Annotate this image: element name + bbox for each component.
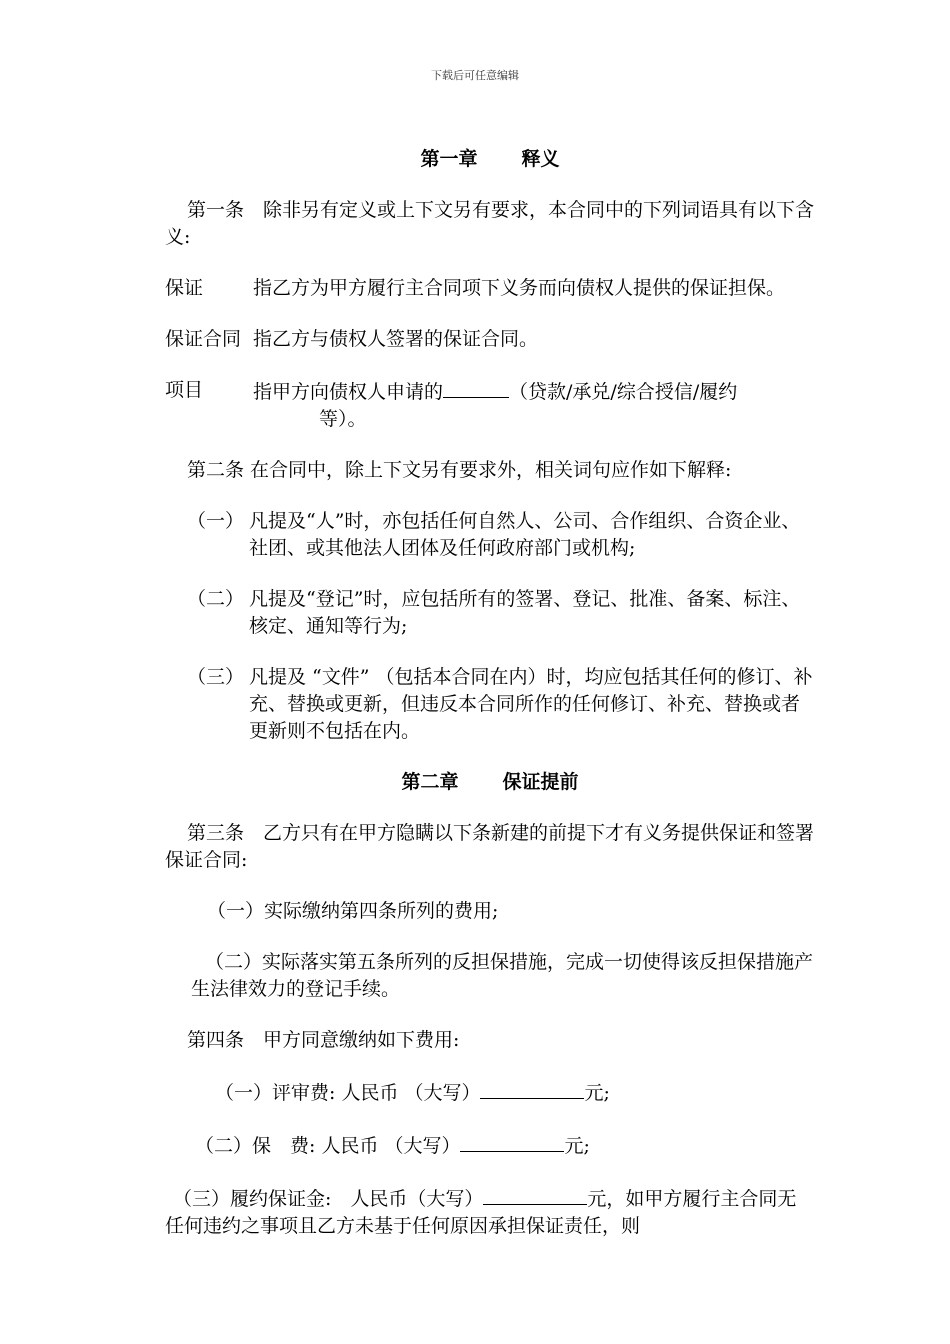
fill-blank [480,1078,584,1099]
page-header: 下载后可任意编辑 [431,69,519,82]
fee-premium: （二）保 费: 人民币 （大写） 元; [165,1131,815,1160]
article-1: 第一条 除非另有定义或上下文另有要求，本合同中的下列词语具有以下含义: [165,199,815,248]
definition-body: 指甲方向债权人申请的 （贷款/承兑/综合授信/履约 等）。 [253,377,815,433]
chapter-number: 第一章 [420,148,478,170]
fee-review: （一）评审费: 人民币 （大写） 元; [165,1078,815,1107]
definition-body: 指乙方与债权人签署的保证合同。 [253,328,539,350]
article-2-item-1: （一） 凡提及“人”时，亦包括任何自然人、公司、合作组织、合资企业、社团、或其他法人团体及任何政府部门或机构; [187,510,801,559]
definition-project [165,377,815,433]
chapter-title: 保证提前 [502,771,579,793]
chapter-1-heading [165,146,815,173]
chapter-title: 释义 [521,148,560,170]
definition-term: 保证合同 [165,328,242,350]
article-2-item-3: （三） 凡提及 “文件” （包括本合同在内）时，均应包括其任何的修订、补充、替换或更新，但违反本合同所作的任何修订、补充、替换或者更新则不包括在内。 [187,666,813,742]
chapter-number: 第二章 [401,771,459,793]
definition-guarantee [165,275,815,302]
document-body [165,146,815,1264]
fill-blank [460,1131,564,1152]
fill-blank [443,377,509,398]
definition-body: 指乙方为甲方履行主合同项下义务而向债权人提供的保证担保。 [253,277,786,299]
definition-guarantee-contract [165,326,815,353]
article-2: 第二条 在合同中，除上下文另有要求外，相关词句应作如下解释: [187,459,732,481]
fee-performance-bond: （三）履约保证金: 人民币（大写） 元，如甲方履行主合同无任何违约之事项且乙方未基于任何原因承担保证责任，则 [165,1184,815,1240]
chapter-2-heading [165,769,815,796]
fill-blank [483,1184,587,1205]
article-3: 第三条 乙方只有在甲方隐瞒以下条新建的前提下才有义务提供保证和签署保证合同: [165,822,815,871]
definition-term: 项目 [165,379,204,401]
article-2-item-2: （二） 凡提及“登记”时，应包括所有的签署、登记、批准、备案、标注、核定、通知等行为; [187,588,801,637]
article-4: 第四条 甲方同意缴纳如下费用: [187,1029,460,1051]
article-3-item-2: （二）实际落实第五条所列的反担保措施，完成一切使得该反担保措施产生法律效力的登记手续。 [191,951,814,1000]
definition-term: 保证 [165,277,204,299]
article-3-item-1: （一）实际缴纳第四条所列的费用; [207,900,499,922]
